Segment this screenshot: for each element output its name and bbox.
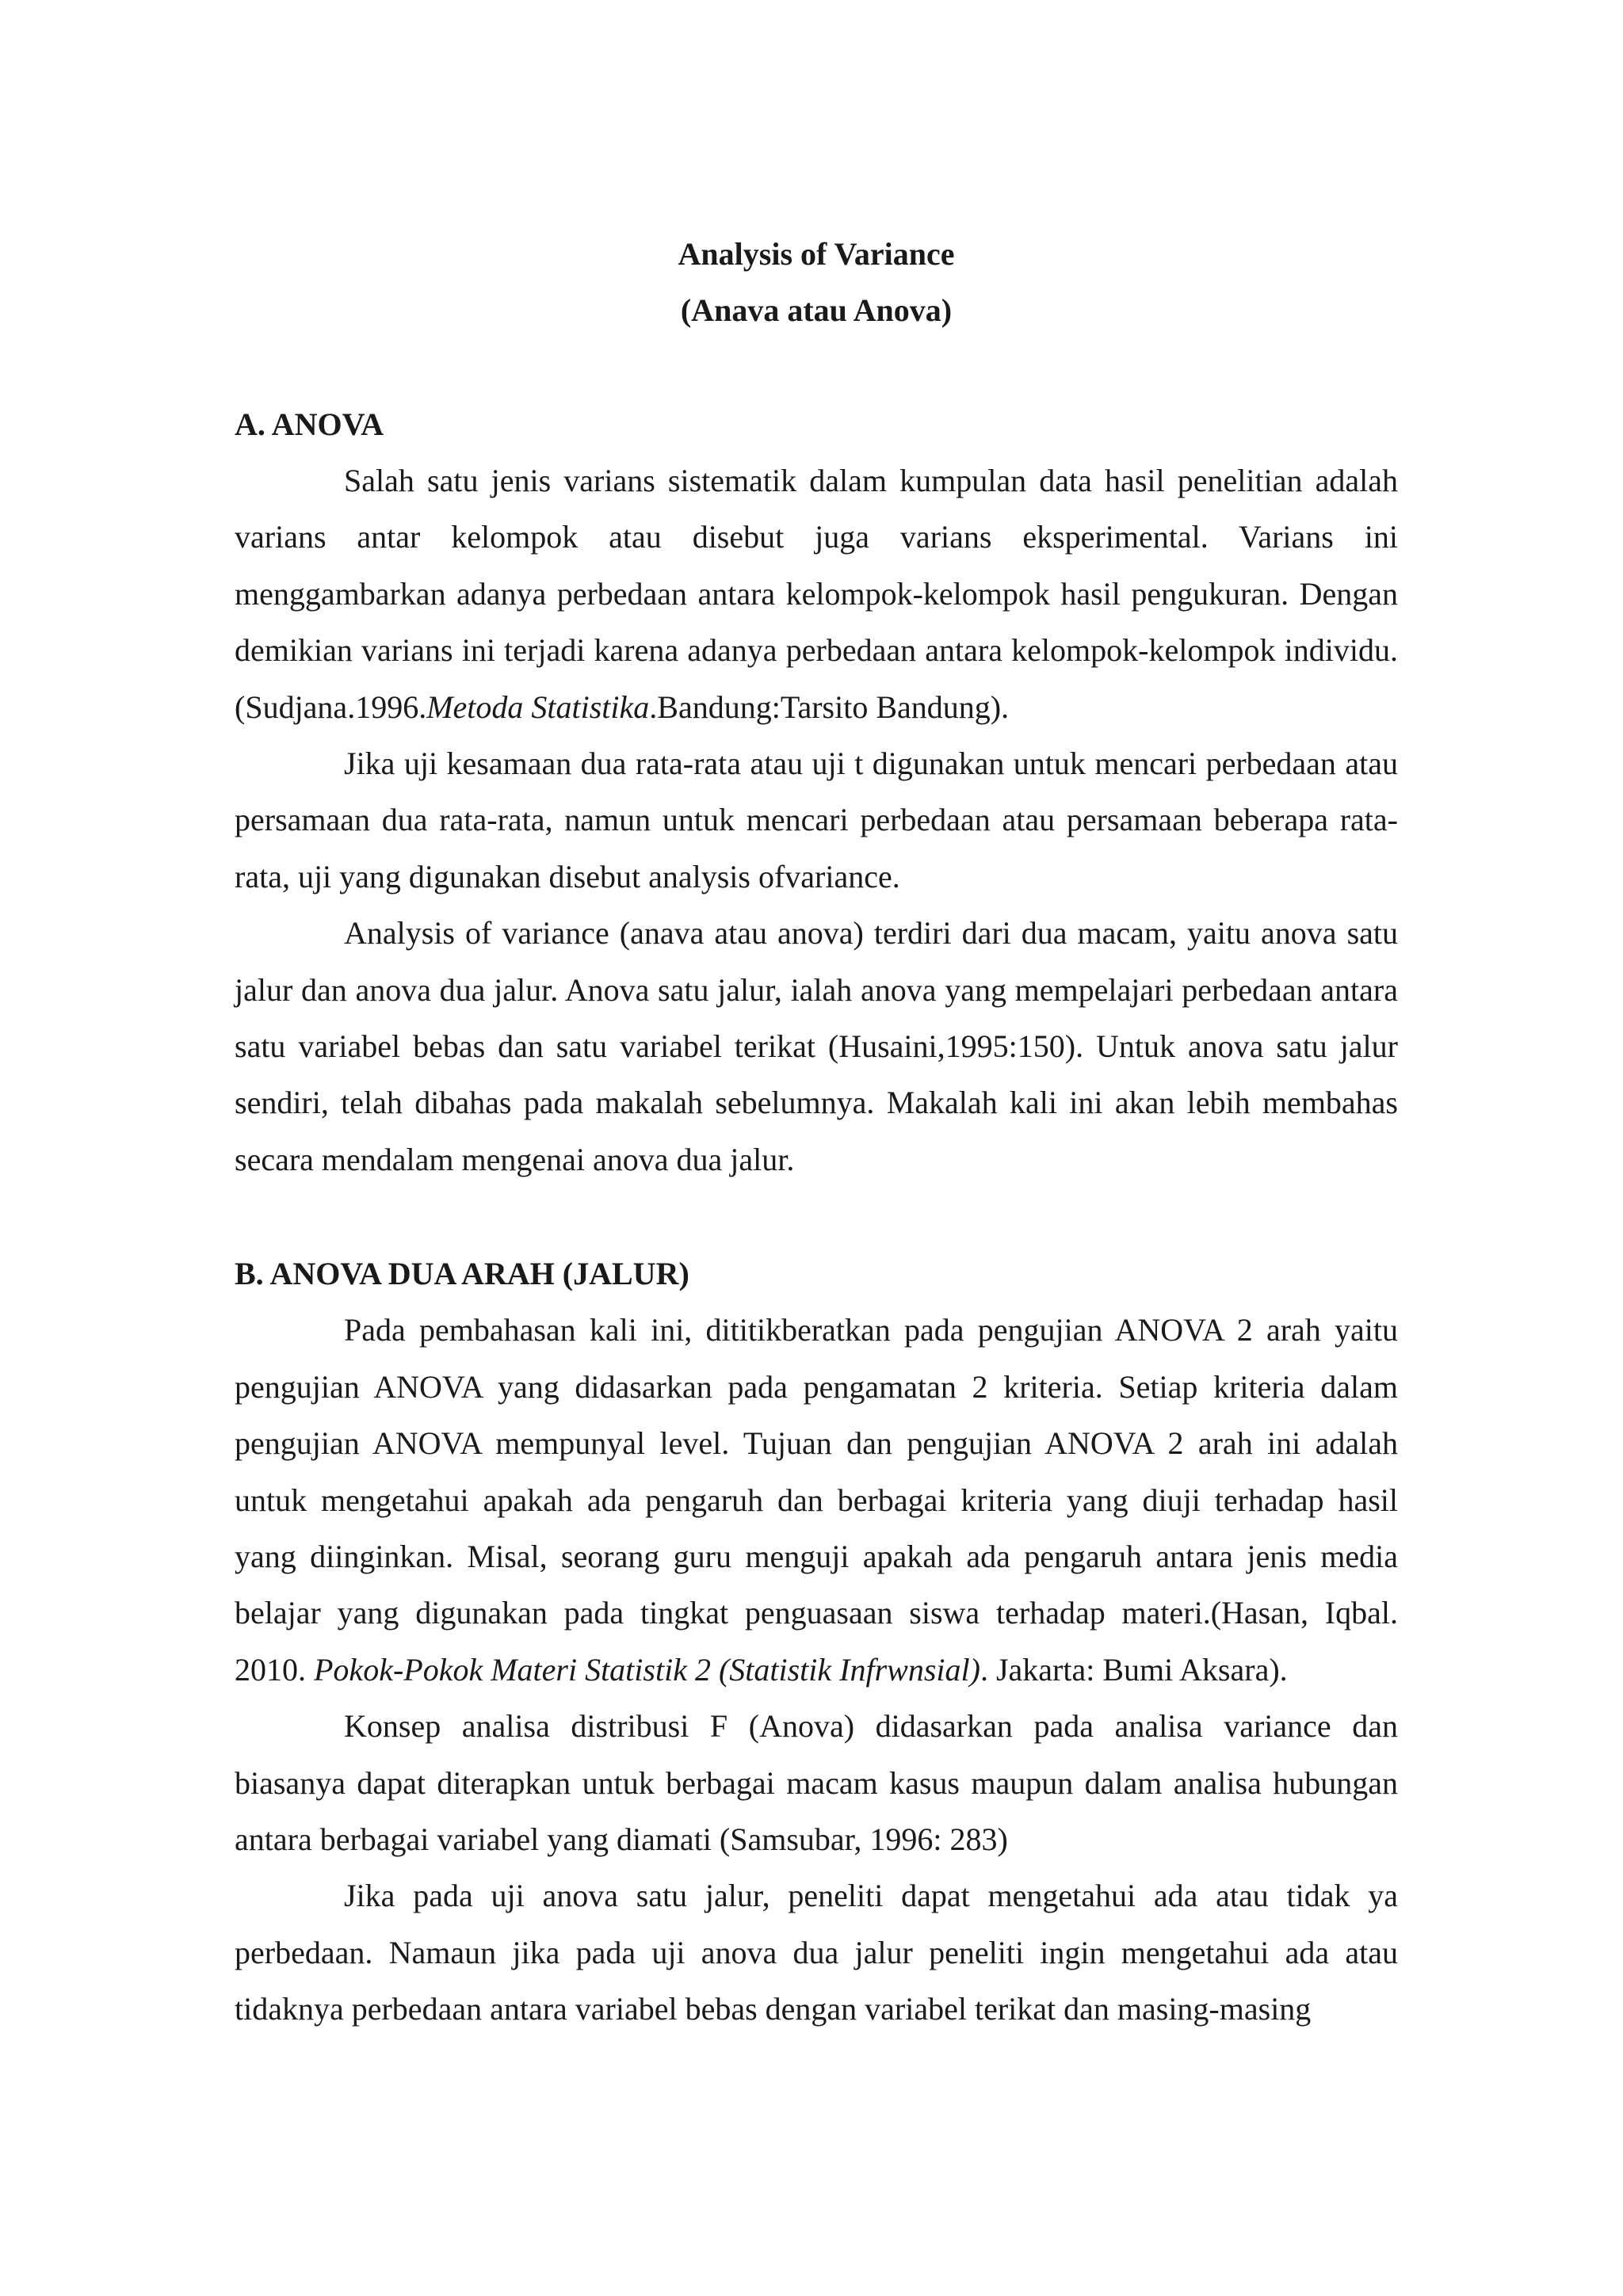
section-b-heading: B. ANOVA DUA ARAH (JALUR) <box>235 1256 689 1292</box>
book-title: Pokok-Pokok Materi Statistik 2 (Statistik Infrwnsial) <box>314 1651 980 1688</box>
book-title: Metoda Statistika <box>426 688 650 725</box>
paragraph-text: . Jakarta: Bumi Aksara). <box>980 1651 1288 1688</box>
paragraph-text: .Bandung:Tarsito Bandung). <box>649 688 1010 725</box>
section-b-paragraph-3: Jika pada uji anova satu jalur, peneliti dapat mengetahui ada atau tidak ya perbedaan. Namaun jika pada uji anova dua jalur peneliti ingin mengetahui ada atau tidaknya perbedaan antara variabel bebas dengan variabel terikat dan masing-masing <box>235 1878 1398 2027</box>
spacer <box>235 338 1398 396</box>
section-b <box>235 1245 1398 2037</box>
spacer <box>235 1188 1398 1245</box>
section-b-paragraph-1 <box>235 1302 1398 1698</box>
document-title: Analysis of Variance <box>678 236 955 272</box>
paragraph-text: Pada pembahasan kali ini, dititikberatkan pada pengujian ANOVA 2 arah yaitu pengujian ANOVA yang didasarkan pada pengamatan 2 kriteria. Setiap kriteria dalam pengujian ANOVA mempunyal level. Tujuan dan pengujian ANOVA 2 arah ini adalah untuk mengetahui apakah ada pengaruh dan berbagai kriteria yang diuji terhadap hasil yang diinginkan. Misal, seorang guru menguji apakah ada pengaruh antara jenis media belajar yang digunakan pada tingkat penguasaan siswa terhadap materi.(Hasan, Iqbal. 2010. <box>235 1312 1398 1688</box>
section-a <box>235 396 1398 1188</box>
section-a-heading: A. ANOVA <box>235 406 384 442</box>
document-body <box>235 226 1398 2038</box>
paragraph-text: Salah satu jenis varians sistematik dalam kumpulan data hasil penelitian adalah varians antar kelompok atau disebut juga varians eksperimental. Varians ini menggambarkan adanya perbedaan antara kelompok-kelompok hasil pengukuran. Dengan demikian varians ini terjadi karena adanya perbedaan antara kelompok-kelompok individu. (Sudjana.1996. <box>235 463 1398 725</box>
document-subtitle: (Anava atau Anova) <box>680 292 953 328</box>
section-b-paragraph-2: Konsep analisa distribusi F (Anova) didasarkan pada analisa variance dan biasanya dapat diterapkan untuk berbagai macam kasus maupun dalam analisa hubungan antara berbagai variabel yang diamati (Samsubar, 1996: 283) <box>235 1708 1398 1857</box>
section-a-paragraph-3: Analysis of variance (anava atau anova) terdiri dari dua macam, yaitu anova satu jalur dan anova dua jalur. Anova satu jalur, ialah anova yang mempelajari perbedaan antara satu variabel bebas dan satu variabel terikat (Husaini,1995:150). Untuk anova satu jalur sendiri, telah dibahas pada makalah sebelumnya. Makalah kali ini akan lebih membahas secara mendalam mengenai anova dua jalur. <box>235 915 1398 1177</box>
section-a-paragraph-2: Jika uji kesamaan dua rata-rata atau uji t digunakan untuk mencari perbedaan atau persamaan dua rata-rata, namun untuk mencari perbedaan atau persamaan beberapa rata-rata, uji yang digunakan disebut analysis ofvariance. <box>235 746 1398 894</box>
section-a-paragraph-1 <box>235 452 1398 735</box>
